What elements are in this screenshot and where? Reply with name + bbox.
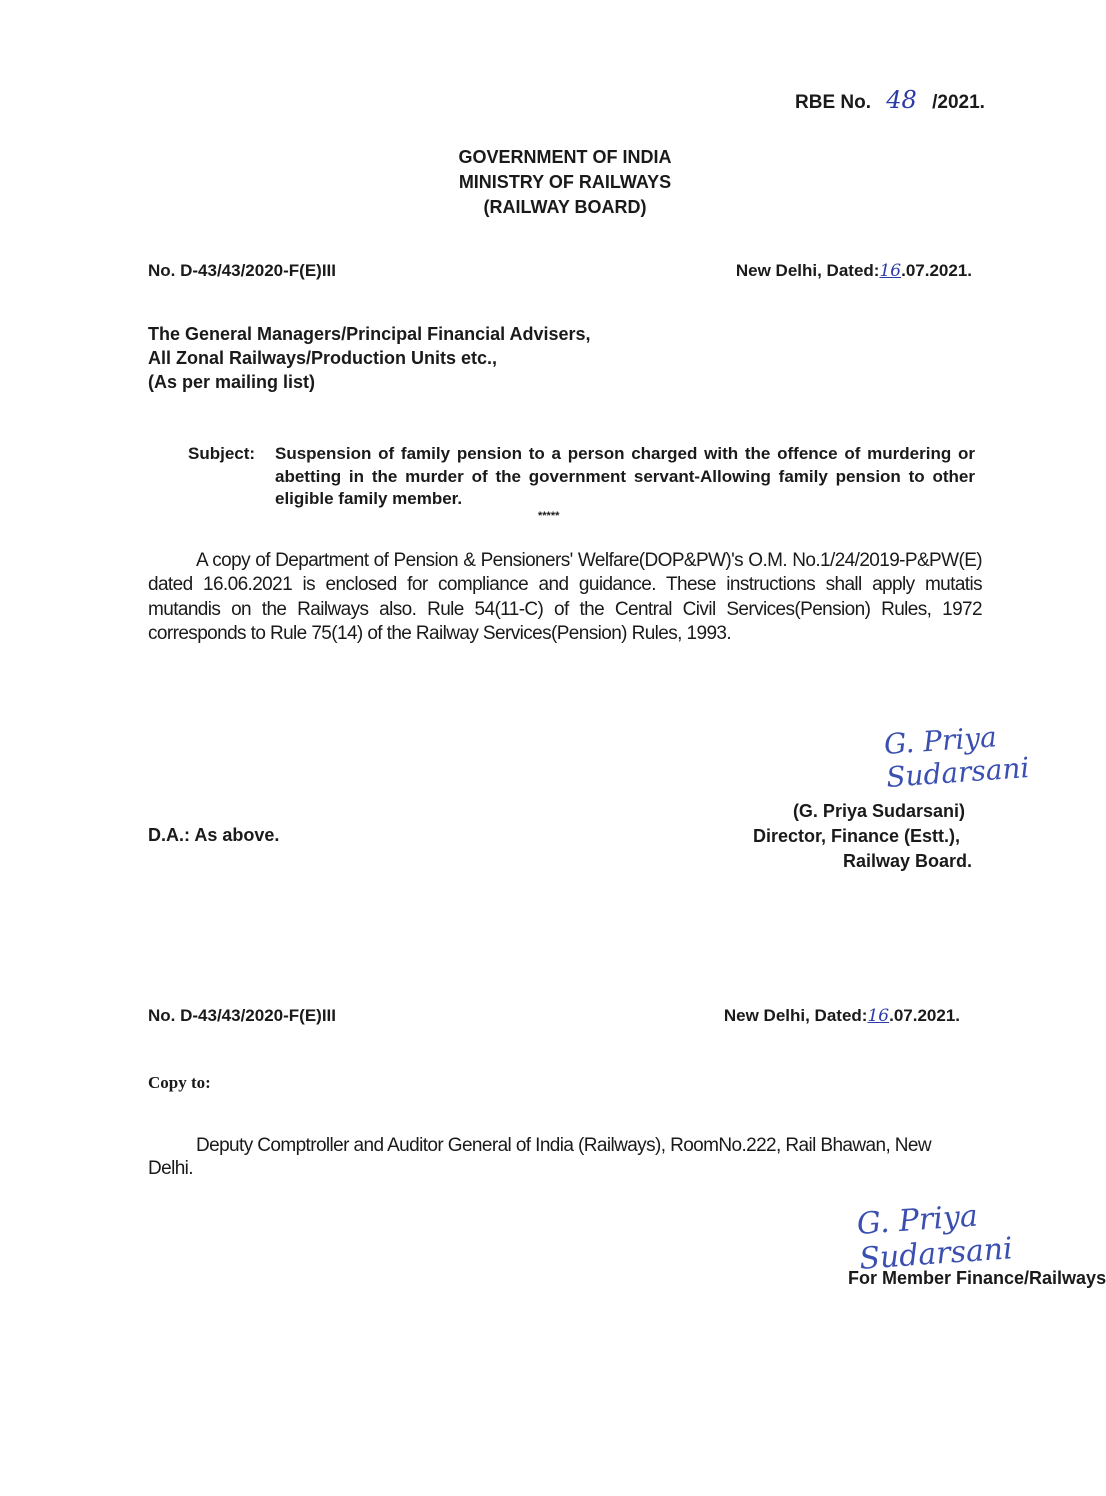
subject-label: Subject:: [188, 444, 256, 463]
signatory-name: (G. Priya Sudarsani): [792, 801, 965, 821]
addressee-line: (As per mailing list): [148, 372, 316, 392]
reference-date: [736, 261, 972, 281]
header-ministry: MINISTRY OF RAILWAYS: [458, 172, 672, 192]
for-member-finance: For Member Finance/Railways: [848, 1268, 1106, 1288]
handwritten-day: 16: [879, 261, 902, 281]
rbe-prefix: RBE No.: [795, 92, 871, 113]
body-paragraph: A copy of Department of Pension & Pensioners' Welfare(DOP&PW)'s O.M. No.1/24/2019-P&PW(E) dated 16.06.2021 is enclosed for compliance and guidance. These instructions shall apply mutatis mutandis on the Railways also. Rule 54(11-C) of the Central Civil Services(Pension) Rules, 1972 corresponds to Rule 75(14) of the Railway Services(Pension) Rules, 1993.: [148, 550, 982, 644]
date-suffix: .07.2021.: [901, 261, 972, 280]
date-prefix: New Delhi, Dated:: [723, 1006, 868, 1025]
enclosure: D.A.: As above.: [148, 825, 280, 845]
rbe-number: [795, 86, 985, 114]
copy-signature: G. Priya Sudarsani: [855, 1198, 1014, 1277]
copy-reference-number: No. D-43/43/2020-F(E)III: [148, 1006, 337, 1025]
copy-to-label: Copy to:: [148, 1073, 211, 1092]
rbe-suffix: /2021.: [932, 92, 985, 113]
signature: G. Priya Sudarsani: [882, 720, 1031, 794]
reference-number: No. D-43/43/2020-F(E)III: [148, 261, 337, 280]
date-prefix: New Delhi, Dated:: [735, 261, 880, 280]
letterhead: [365, 145, 765, 220]
header-board: (RAILWAY BOARD): [483, 197, 647, 217]
rbe-handwritten-number: 48: [886, 86, 917, 114]
subject-separator: *****: [538, 510, 560, 522]
subject: [188, 443, 975, 511]
addressee: [148, 322, 591, 394]
copy-recipient: Deputy Comptroller and Auditor General of India (Railways), RoomNo.222, Rail Bhawan, New Delhi.: [148, 1135, 932, 1179]
addressee-line: All Zonal Railways/Production Units etc.,: [148, 348, 498, 368]
signatory-office: Railway Board.: [842, 851, 972, 871]
signatory-designation: Director, Finance (Estt.),: [752, 826, 960, 846]
copy-reference-date: [724, 1006, 960, 1026]
header-government: GOVERNMENT OF INDIA: [458, 147, 672, 167]
date-suffix: .07.2021.: [889, 1006, 960, 1025]
addressee-line: The General Managers/Principal Financial Advisers,: [148, 324, 591, 344]
subject-text: Suspension of family pension to a person charged with the offence of murdering or abetting in the murder of the government servant-Allowing family pension to other eligible family member.: [275, 444, 975, 508]
handwritten-day: 16: [867, 1006, 890, 1026]
